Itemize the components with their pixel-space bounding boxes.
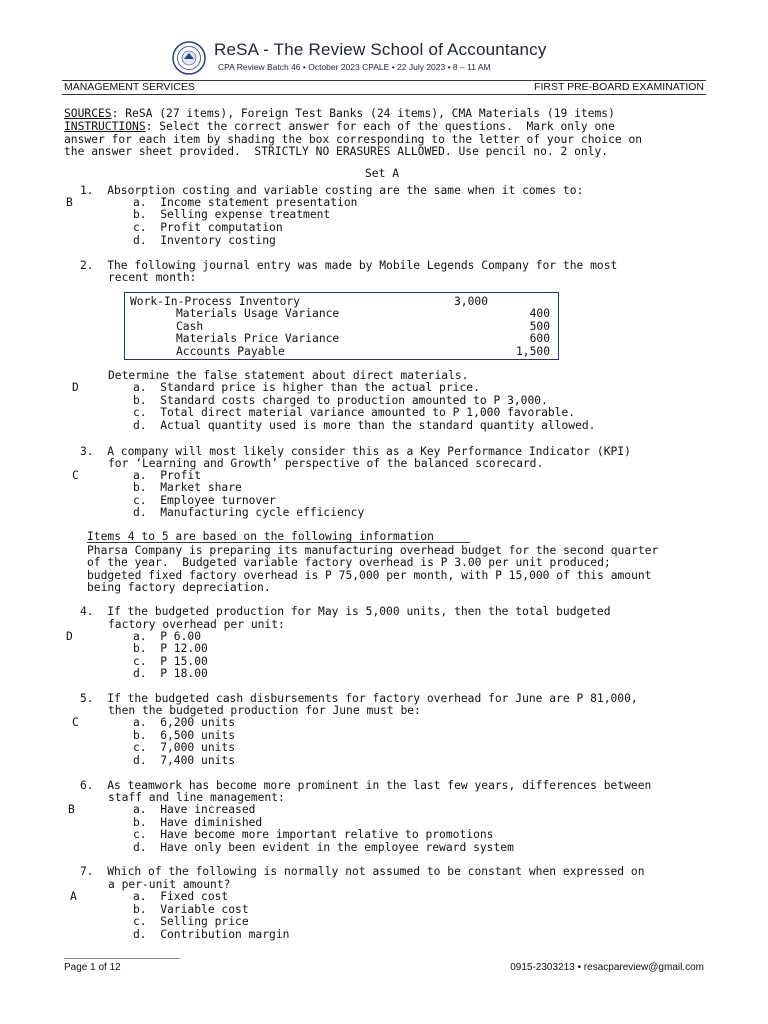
question-2-option-d: d. Actual quantity used is more than the standard quantity allowed. — [133, 419, 596, 432]
question-5-text-2: then the budgeted production for June must be: — [108, 704, 421, 717]
journal-account: Accounts Payable — [176, 345, 285, 358]
question-4-option-d: d. P 18.00 — [133, 667, 208, 680]
question-7-answer: A — [70, 890, 77, 903]
instructions-line-2: answer for each item by shading the box corresponding to the letter of your choice on — [64, 133, 643, 146]
info-underline — [87, 542, 470, 543]
instructions-line-3: the answer sheet provided. STRICTLY NO ERASURES ALLOWED. Use pencil no. 2 only. — [64, 145, 609, 158]
instructions-line — [64, 121, 615, 134]
question-1-answer: B — [66, 196, 73, 209]
journal-account: Work-In-Process Inventory — [130, 295, 301, 308]
sources-text: : ReSA (27 items), Foreign Test Banks (24 items), CMA Materials (19 items) — [111, 107, 615, 120]
question-2-text: 2. The following journal entry was made by Mobile Legends Company for the most — [80, 259, 618, 272]
question-2-text-2: recent month: — [108, 271, 197, 284]
question-5-option-d: d. 7,400 units — [133, 754, 236, 767]
question-3-text-2: for ‘Learning and Growth’ perspective of the balanced scorecard. — [108, 457, 544, 470]
question-4-text-2: factory overhead per unit: — [108, 618, 285, 631]
question-5-answer: C — [72, 716, 79, 729]
question-1-option-a: a. Income statement presentation — [133, 196, 358, 209]
question-4-option-c: c. P 15.00 — [133, 655, 208, 668]
journal-credit: 1,500 — [515, 345, 550, 358]
question-6-option-b: b. Have diminished — [133, 816, 263, 829]
question-3-text: 3. A company will most likely consider this as a Key Performance Indicator (KPI) — [80, 445, 631, 458]
question-7-text: 7. Which of the following is normally not assumed to be constant when expressed on — [80, 865, 645, 878]
journal-account: Cash — [176, 320, 204, 333]
page-number: Page 1 of 12 — [64, 962, 121, 973]
question-3-option-d: d. Manufacturing cycle efficiency — [133, 506, 365, 519]
question-6-option-a: a. Have increased — [133, 803, 256, 816]
school-name: ReSA - The Review School of Accountancy — [214, 40, 547, 59]
journal-debit: 3,000 — [454, 295, 489, 308]
exam-title: FIRST PRE-BOARD EXAMINATION — [534, 81, 704, 93]
info-line: of the year. Budgeted variable factory overhead is P 3.00 per unit produced; — [87, 556, 611, 569]
sources-label: SOURCES — [64, 107, 112, 120]
question-1-option-b: b. Selling expense treatment — [133, 208, 331, 221]
info-line: Pharsa Company is preparing its manufacturing overhead budget for the second quarter — [87, 544, 659, 557]
question-4-option-b: b. P 12.00 — [133, 642, 208, 655]
exam-details: CPA Review Batch 46 • October 2023 CPALE • 22 July 2023 • 8 – 11 AM — [218, 62, 491, 72]
question-7-option-a: a. Fixed cost — [133, 890, 229, 903]
question-4-answer: D — [66, 630, 73, 643]
info-line: being factory depreciation. — [87, 581, 271, 594]
info-line: budgeted fixed factory overhead is P 75,000 per month, with P 15,000 of this amount — [87, 569, 652, 582]
question-5-option-c: c. 7,000 units — [133, 741, 236, 754]
question-5-option-a: a. 6,200 units — [133, 716, 236, 729]
question-4-option-a: a. P 6.00 — [133, 630, 202, 643]
set-title: Set A — [365, 167, 400, 180]
question-2-prompt: Determine the false statement about direct materials. — [108, 369, 469, 382]
instructions-text: : Select the correct answer for each of the questions. Mark only one — [145, 120, 615, 133]
journal-credit: 400 — [529, 307, 550, 320]
sources-line — [64, 108, 615, 121]
journal-credit: 600 — [529, 332, 550, 345]
header-rule-bottom — [62, 94, 706, 95]
contact-info: 0915-2303213 • resacpareview@gmail.com — [510, 962, 704, 973]
question-2-option-c: c. Total direct material variance amounted to P 1,000 favorable. — [133, 406, 576, 419]
question-2-option-a: a. Standard price is higher than the actual price. — [133, 381, 480, 394]
question-3-option-b: b. Market share — [133, 481, 242, 494]
journal-credit: 500 — [529, 320, 550, 333]
question-7-option-b: b. Variable cost — [133, 903, 249, 916]
journal-account: Materials Usage Variance — [176, 307, 340, 320]
question-4-text: 4. If the budgeted production for May is 5,000 units, then the total budgeted — [80, 605, 611, 618]
question-7-option-d: d. Contribution margin — [133, 928, 290, 941]
school-seal-icon — [172, 41, 206, 75]
question-6-text: 6. As teamwork has become more prominent in the last few years, differences between — [80, 779, 652, 792]
question-1-option-d: d. Inventory costing — [133, 234, 276, 247]
question-2-option-b: b. Standard costs charged to production amounted to P 3,000. — [133, 394, 548, 407]
subject-title: MANAGEMENT SERVICES — [64, 81, 195, 93]
question-3-option-c: c. Employee turnover — [133, 494, 276, 507]
footer-rule — [64, 958, 180, 959]
question-7-text-2: a per-unit amount? — [108, 878, 231, 891]
instructions-label: INSTRUCTIONS — [64, 120, 146, 133]
question-6-option-d: d. Have only been evident in the employee reward system — [133, 841, 514, 854]
question-6-text-2: staff and line management: — [108, 791, 285, 804]
question-6-option-c: c. Have become more important relative to promotions — [133, 828, 494, 841]
question-5-option-b: b. 6,500 units — [133, 729, 236, 742]
header — [0, 36, 768, 80]
question-2-answer: D — [72, 381, 79, 394]
question-1-option-c: c. Profit computation — [133, 221, 283, 234]
journal-account: Materials Price Variance — [176, 332, 340, 345]
info-title: Items 4 to 5 are based on the following information — [87, 530, 434, 543]
question-1-text: 1. Absorption costing and variable costing are the same when it comes to: — [80, 184, 584, 197]
question-7-option-c: c. Selling price — [133, 915, 249, 928]
question-6-answer: B — [68, 803, 75, 816]
question-5-text: 5. If the budgeted cash disbursements for factory overhead for June are P 81,000, — [80, 692, 638, 705]
question-3-answer: C — [72, 469, 79, 482]
question-3-option-a: a. Profit — [133, 469, 202, 482]
